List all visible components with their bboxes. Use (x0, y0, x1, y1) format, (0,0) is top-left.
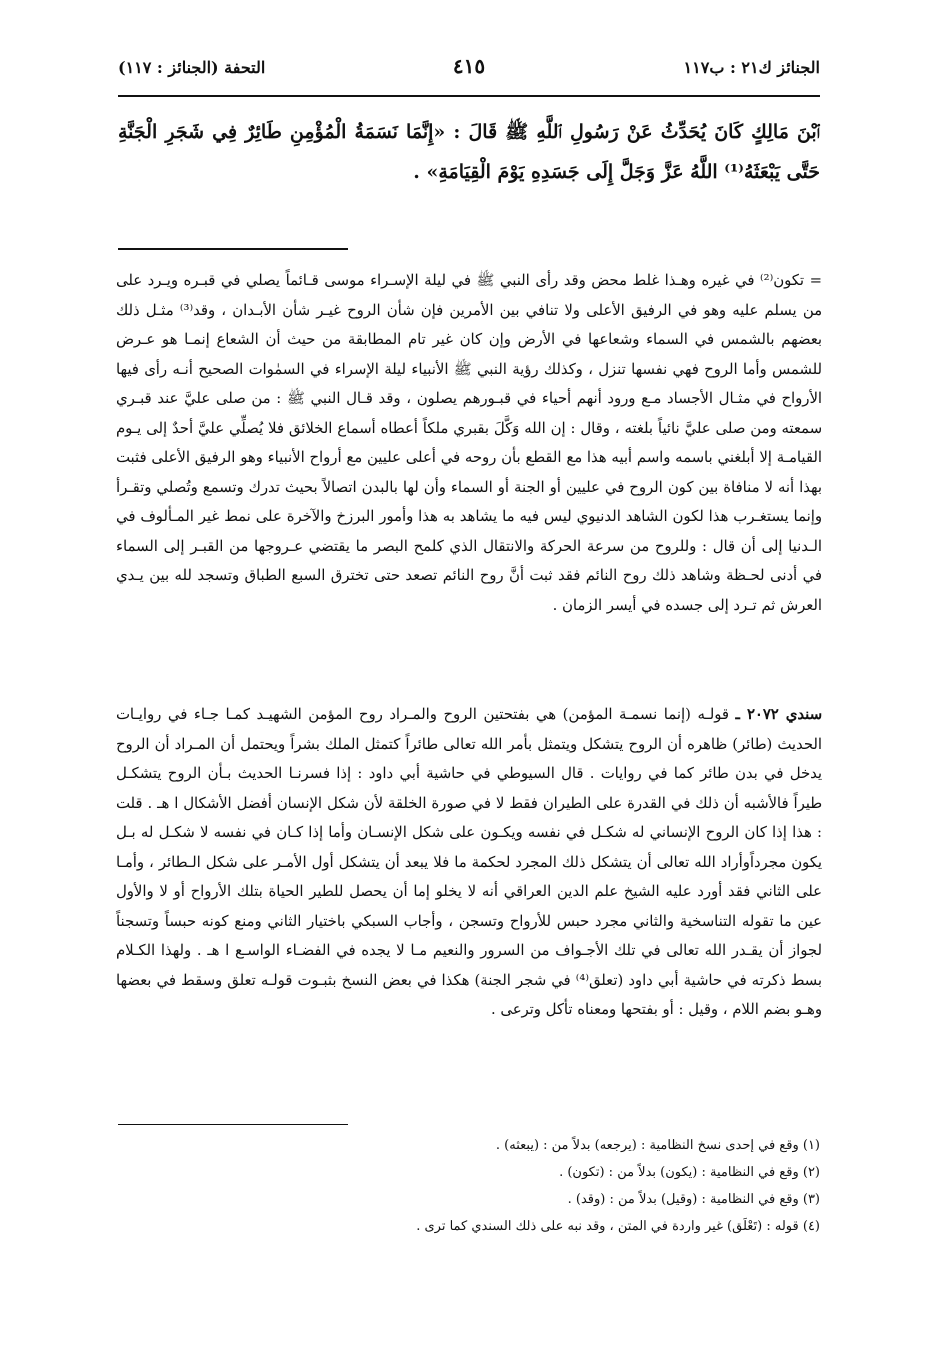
sindi-commentary-heading: سندي ٢٠٧٢ ـ (735, 706, 822, 723)
header-tuhfa-ref: التحفة (الجنائز : ١١٧) (118, 58, 266, 77)
footnote-2: (٢) وقع في النظامية : (يكون) بدلاً من : (تكون) . (559, 1165, 820, 1180)
hadith-text: ٱبْنَ مَالِكٍ كَانَ يُحَدِّثُ عَنْ رَسُولِ ٱللَّهِ ﷺ قَالَ : «إِنَّمَا نَسَمَةُ الْمُؤْمِنِ طَائِرٌ فِي شَجَرِ الْجَنَّةِ حَتَّى يَبْعَثَهُ⁽¹⁾ اللَّهُ عَزَّ وَجَلَّ إِلَى جَسَدِهِ يَوْمَ الْقِيَامَةِ» . (118, 121, 820, 183)
footnotes (118, 1132, 820, 1240)
footnote-divider (118, 1124, 348, 1125)
footnote-3: (٣) وقع في النظامية : (وقيل) بدلاً من : (وقد) . (567, 1192, 820, 1207)
header-chapter-ref: الجنائز ك٢١ : ب١١٧ (683, 58, 820, 77)
footnote-4: (٤) قوله : (تَعْلَق) غير واردة في المتن ، وقد نبه على ذلك السندي كما ترى . (416, 1219, 820, 1234)
footnote-1: (١) وقع في إحدى نسخ النظامية : (يرجعه) بدلاً من : (يبعثه) . (495, 1138, 820, 1153)
page-header (118, 52, 820, 82)
sindi-commentary (116, 700, 822, 1025)
text-commentary-divider (118, 248, 348, 250)
sindi-commentary-body: قولـه (إنما نسمـة المؤمن) هي بفتحتين الروح والمـراد روح المؤمن الشهيـد كمـا جـاء في روايـات الحديث (طائر) ظاهره أن الروح يتشكل ويتمثل بأمر الله تعالى طائراً كتمثل الملك بشراً ويحتمل أن المـراد أن الروح يدخل في بدن طائر كما في روايات . قال السيوطي في حاشية أبي داود : إذا فسرنـا الحديث بـأن الروح يتشكـل طيراً فالأشبه أن ذلك في القدرة على الطيران فقط لا في صورة الخلقة لأن شكل الإنسان أفضل الأشكال ا هـ . قلت : هذا إذا كان الروح الإنساني له شكـل في نفسه ويكـون على شكل الإنسـان وأما إذا كـان في نفسه لا شكـل له بـل يكون مجرداًوأراد الله تعالى أن يتشكل ذلك المجرد لحكمة ما فلا يبعد أن يتشكل أول الأمـر على شكل الـطائر ، وأمـا على الثاني فقد أورد عليه الشيخ علم الدين العراقي أنه لا يخلو إما أن يحصل للطير الحياة بتلك الأرواح أو لا والأول عين ما تقوله التناسخية والثاني مجرد حبس للأرواح وتسجن ، وأجاب السبكي باختيار الثاني ومنع كونه حبساً وتسجناً لجواز أن يقـدر الله تعالى في تلك الأجـواف من السرور والنعيم مـا لا يجده في الفضـاء الواسـع ا هـ . ولهذا الكـلام بسط ذكرته في حاشية أبي داود (تعلق⁽⁴⁾ في شجر الجنة) هكذا في بعض النسخ بثبـوت قولـه تعلق وسقط في بعضها وهـو بضم اللام ، وقيل : أو بفتحها ومعناه تأكل وترعى . (116, 706, 822, 1018)
commentary-continuation: = تكون⁽²⁾ في غيره وهـذا غلط محض وقد رأى النبي ﷺ في ليلة الإسـراء موسى قـائماً يصلي في قبـره ويـرد على من يسلم عليه وهو في الرفيق الأعلى ولا تنافي بين الأمرين فإن شأن الروح غيـر شأن الأبـدان ، وقد⁽³⁾ مثـل ذلك بعضهم بالشمس في السماء وشعاعها في الأرض وإن كان غير تام المطابقة من حيث أن الشعاع إنمـا هو عـرض للشمس وأما الروح فهي نفسها تنزل ، وكذلك رؤية النبي ﷺ الأنبياء ليلة الإسراء في السمٰوات الصحيح أنـه رأى فيها الأرواح في مثـال الأجساد مـع ورود أنهم أحياء في قبـورهم يصلون ، وقد قـال النبي ﷺ : من صلى عليَّ عند قبـري سمعته ومن صلى عليَّ نائياً بلغته ، وقال : إن الله وَكَّلَ بقبري ملكاً أعطاه أسماع الخلائق فلا يُصلِّي عليَّ أحدٌ إلى يـوم القيامـة إلا أبلغني باسمه واسم أبيه هذا مع القطع بأن روحه في أعلى عليين مع أرواح الأنبياء وهو الرفيق الأعلى فثبت بهذا أنه لا منافاة بين كون الروح في عليين أو الجنة أو السماء وأن لها بالبدن اتصالاً بحيث تدرك وتسمع وتُصلي وتقـرأ وإنما يستغـرب هذا لكون الشاهد الدنيوي ليس فيه ما يشاهد به هذا وأمور البرزخ والآخرة على نمط غير المـألوف في الـدنيا إلى أن قال : وللروح من سرعة الحركة والانتقال الذي كلمح البصر ما يقتضي عـروجها من القبـر إلى السماء في أدنى لحـظة وشاهد ذلك روح النائم فقد ثبت أنَّ روح النائم تصعد حتى تخترق السبع الطباق وتسجد لله بين يـدي العرش ثم تـرد إلى جسده في أيسر الزمان . (116, 272, 823, 614)
page-number: ٤١٥ (452, 54, 486, 78)
header-divider (118, 95, 820, 97)
